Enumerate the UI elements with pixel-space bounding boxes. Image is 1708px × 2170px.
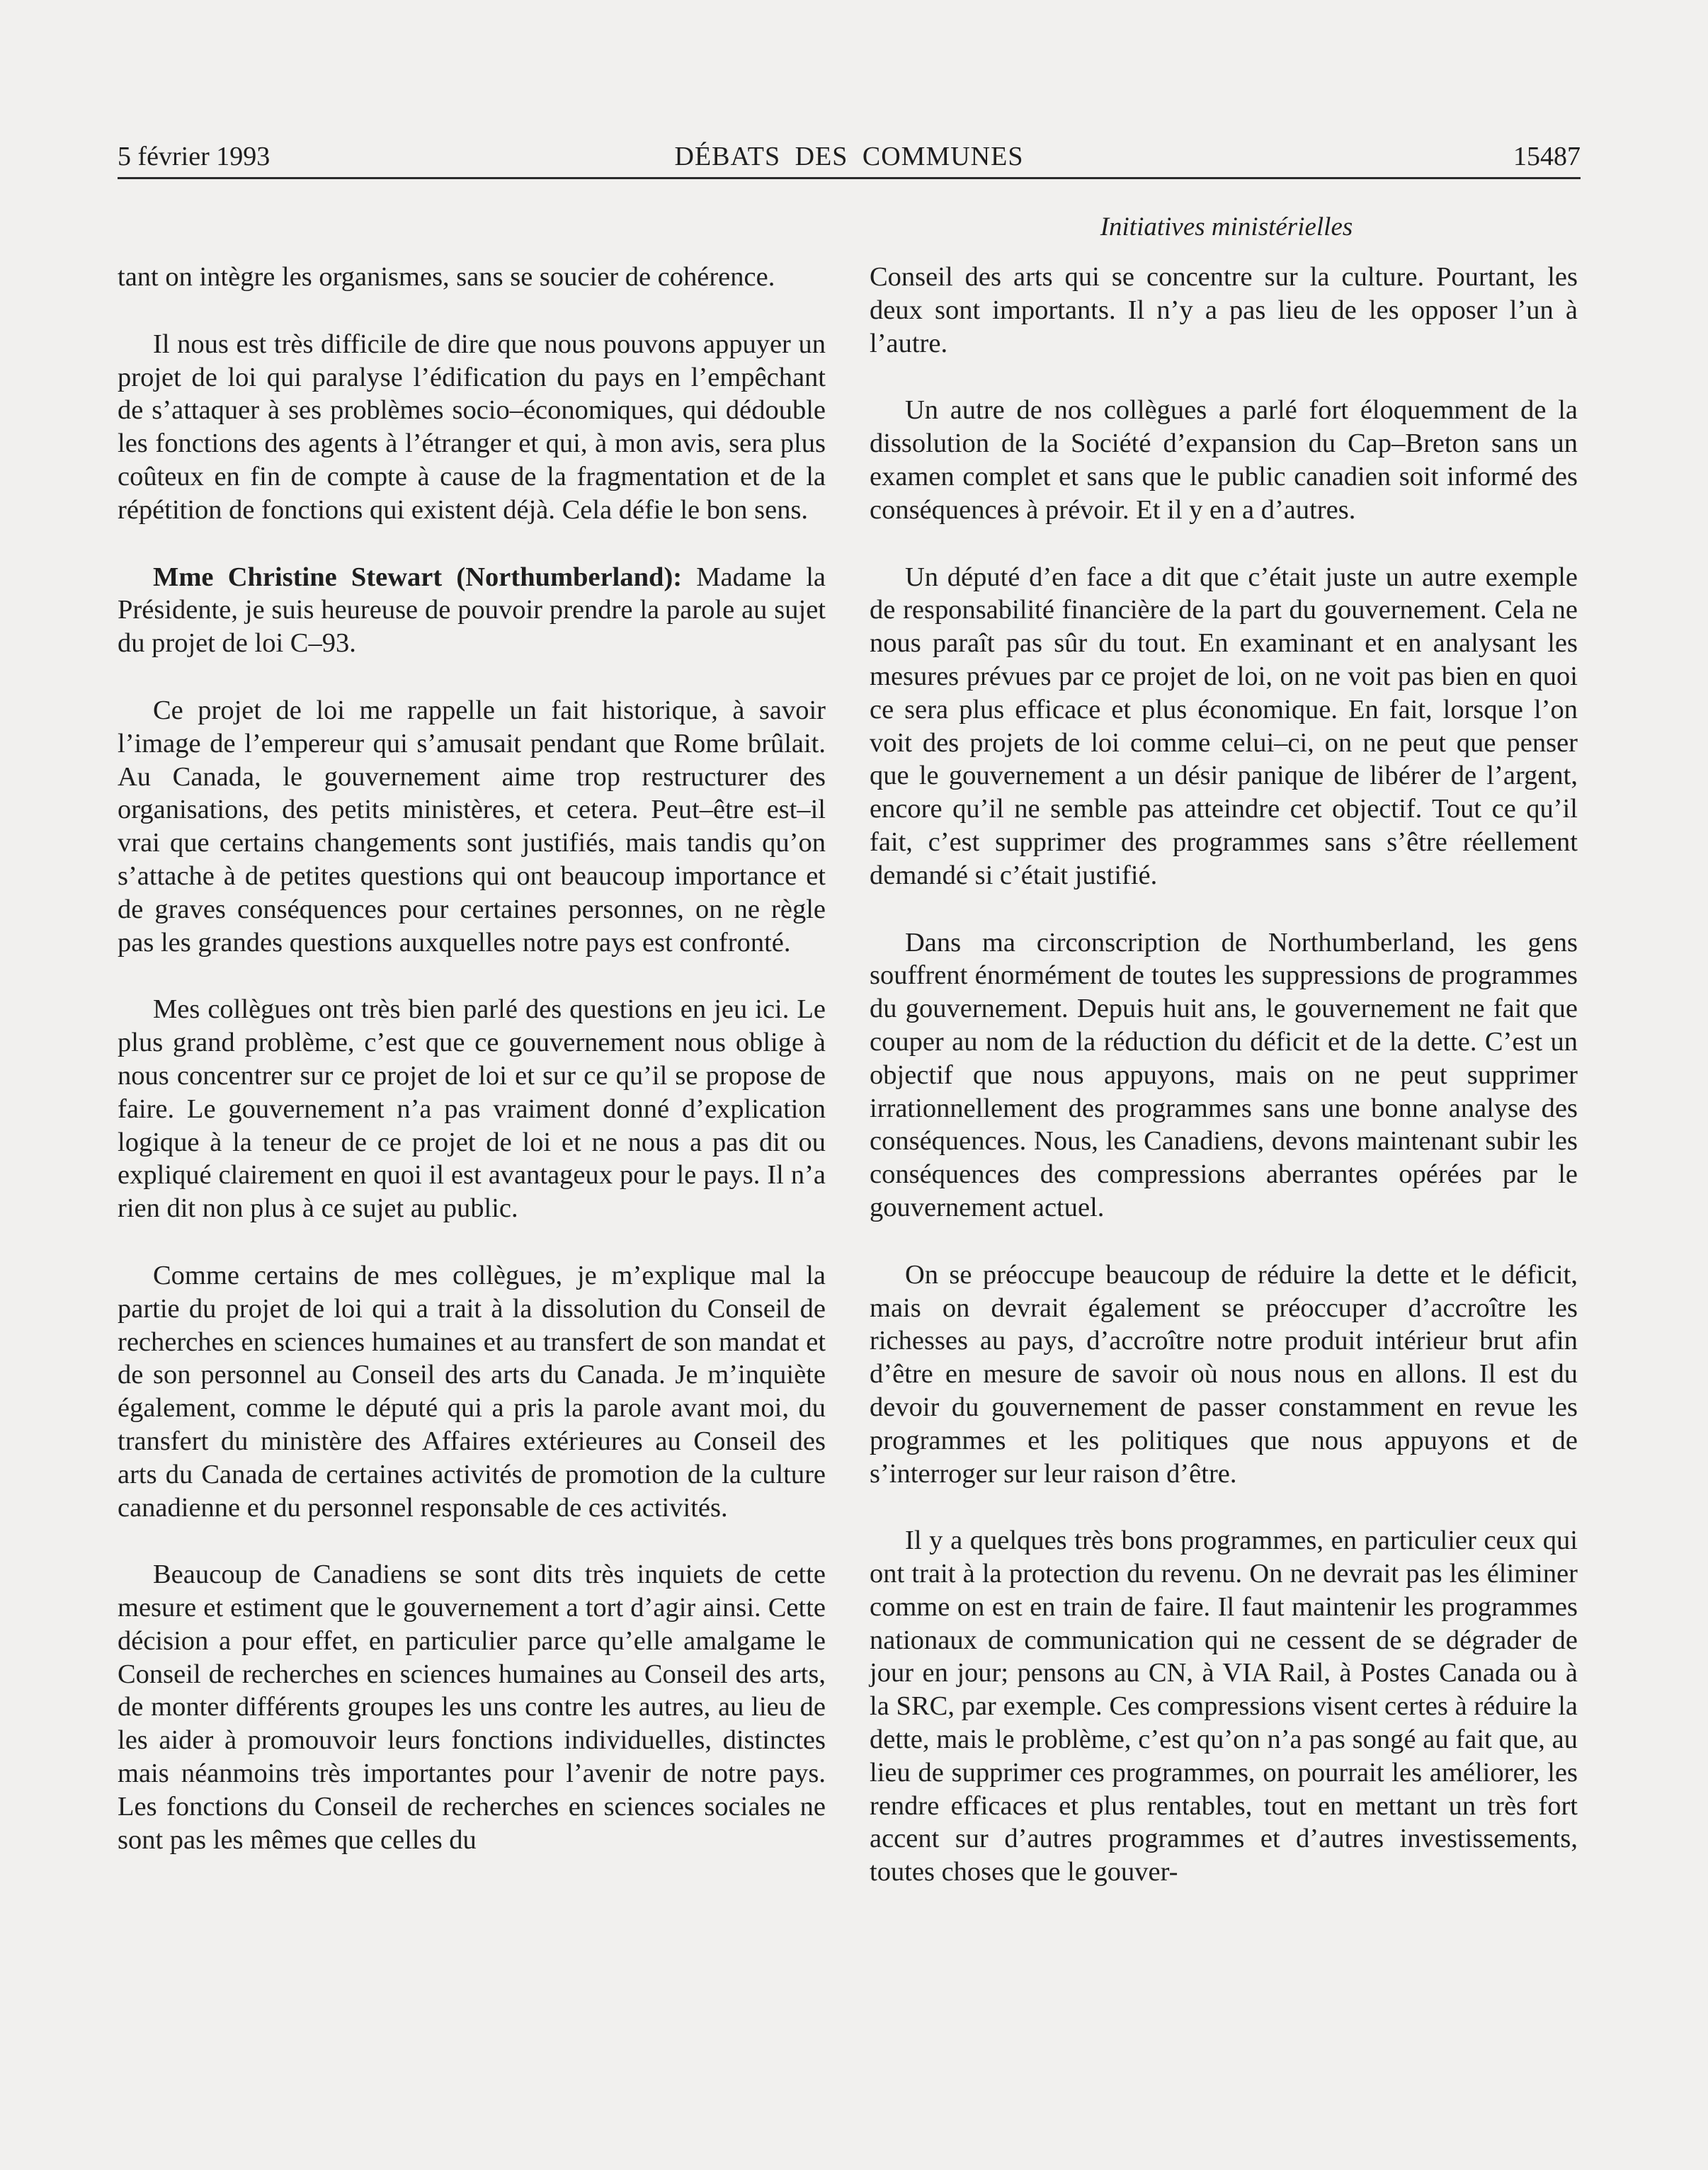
paragraph: Il nous est très difficile de dire que nous pouvons appuyer un projet de loi qui paralyse l’édification du pays en l’empêchant de s’attaquer à ses problèmes socio–économiques, qui dédouble les fonctions des agents à l’étranger et qui, à mon avis, sera plus coûteux en fin de compte à cause de la fragmentation et de la répétition de fonctions qui existent déjà. Cela défie le bon sens. (118, 329, 826, 525)
paragraph: Conseil des arts qui se concentre sur la culture. Pourtant, les deux sont importants. Il n’y a pas lieu de les opposer l’un à l’autre. (870, 262, 1578, 358)
right-column (870, 261, 1578, 1923)
page-header (118, 139, 1581, 174)
header-date: 5 février 1993 (118, 142, 271, 171)
left-column (118, 261, 826, 1890)
paragraph: On se préoccupe beaucoup de réduire la dette et le déficit, mais on devrait également se préoccuper d’accroître les richesses au pays, d’accroître notre produit intérieur brut afin d’être en mesure de savoir où nous nous en allons. Il est du devoir du gouvernement de passer constamment en revue les programmes et les politiques que nous appuyons et de s’interroger sur leur raison d’être. (870, 1259, 1578, 1489)
header-rule (118, 177, 1581, 179)
paragraph: Beaucoup de Canadiens se sont dits très inquiets de cette mesure et estiment que le gouvernement a tort d’agir ainsi. Cette décision a pour effet, en particulier parce qu’elle amalgame le Conseil de recherches en sciences humaines au Conseil des arts, de monter différents groupes les uns contre les autres, au lieu de les aider à promouvoir leurs fonctions individuelles, distinctes mais néanmoins très importantes pour l’avenir de notre pays. Les fonctions du Conseil de recherches en sciences sociales ne sont pas les mêmes que celles du (118, 1560, 826, 1855)
paragraph: Un député d’en face a dit que c’était juste un autre exemple de responsabilité financière de la part du gouvernement. Cela ne nous paraît pas sûr du tout. En examinant et en analysant les mesures prévues par ce projet de loi, on ne voit pas bien en quoi ce sera plus efficace et plus économique. En fait, lorsque l’on voit des projets de loi comme celui–ci, on ne peut que penser que le gouvernement a un désir panique de libérer de l’argent, encore qu’il ne semble pas atteindre cet objectif. Tout ce qu’il fait, c’est supprimer des programmes sans s’être réellement demandé si c’était justifié. (870, 562, 1578, 890)
paragraph: Comme certains de mes collègues, je m’explique mal la partie du projet de loi qui a trait à la dissolution du Conseil de recherches en sciences humaines et au transfert de son mandat et de son personnel au Conseil des arts du Canada. Je m’inquiète également, comme le député qui a pris la parole avant moi, du transfert du ministère des Affaires extérieures au Conseil des arts du Canada de certaines activités de promotion de la culture canadienne et du personnel responsable de ces activités. (118, 1260, 826, 1523)
paragraph: Mes collègues ont très bien parlé des questions en jeu ici. Le plus grand problème, c’est que ce gouvernement nous oblige à nous concentrer sur ce projet de loi et sur ce qu’il se propose de faire. Le gouvernement n’a pas vraiment donné d’explication logique à la teneur de ce projet de loi et ne nous a pas dit ou expliqué clairement en quoi il est avantageux pour le pays. Il n’a rien dit non plus à ce sujet au public. (118, 994, 826, 1224)
paragraph: Ce projet de loi me rappelle un fait historique, à savoir l’image de l’empereur qui s’amusait pendant que Rome brûlait. Au Canada, le gouvernement aime trop restructurer des organisations, des petits ministères, et cetera. Peut–être est–il vrai que certains changements sont justifiés, mais tandis qu’on s’attache à de petites questions qui ont beaucoup importance et de graves conséquences pour certaines personnes, on ne règle pas les grandes questions auxquelles notre pays est confronté. (118, 695, 826, 958)
header-page-number: 15487 (1513, 142, 1581, 171)
header-journal-title: DÉBATS DES COMMUNES (674, 142, 1024, 171)
paragraph: tant on intègre les organismes, sans se soucier de cohérence. (118, 262, 775, 292)
paragraph: Un autre de nos collègues a parlé fort éloquemment de la dissolution de la Société d’expansion du Cap–Breton sans un examen complet et sans que le public canadien soit informé des conséquences à prévoir. Et il y en a d’autres. (870, 395, 1578, 525)
speaker-paragraph (118, 561, 826, 660)
paragraph: Dans ma circonscription de Northumberland, les gens souffrent énormément de toutes les suppressions de programmes du gouvernement. Depuis huit ans, le gouvernement ne fait que couper au nom de la réduction du déficit et de la dette. C’est un objectif que nous appuyons, mais on ne peut supprimer irrationnellement des programmes sans une bonne analyse des conséquences. Nous, les Canadiens, devons maintenant subir les conséquences des compressions aberrantes opérées par le gouvernement actuel. (870, 927, 1578, 1222)
paragraph: Il y a quelques très bons programmes, en particulier ceux qui ont trait à la protection du revenu. On ne devrait pas les éliminer comme on est en train de faire. Il faut maintenir les programmes nationaux de communication qui ne cessent de se dégrader de jour en jour; pensons au CN, à VIA Rail, à Postes Canada ou à la SRC, par exemple. Ces compressions visent certes à réduire la dette, mais le problème, c’est qu’on n’a pas songé au fait que, au lieu de supprimer ces programmes, on pourrait les améliorer, les rendre efficaces et plus rentables, tout en mettant un très fort accent sur d’autres programmes et d’autres investissements, toutes choses que le gouver- (870, 1526, 1578, 1887)
speaker-name: Mme Christine Stewart (Northumberland): (153, 562, 683, 592)
section-title: Initiatives ministérielles (1100, 212, 1353, 242)
speech-text: Madame la Présidente, je suis heureuse de pouvoir prendre la parole au sujet du projet de loi C–93. (118, 562, 826, 659)
